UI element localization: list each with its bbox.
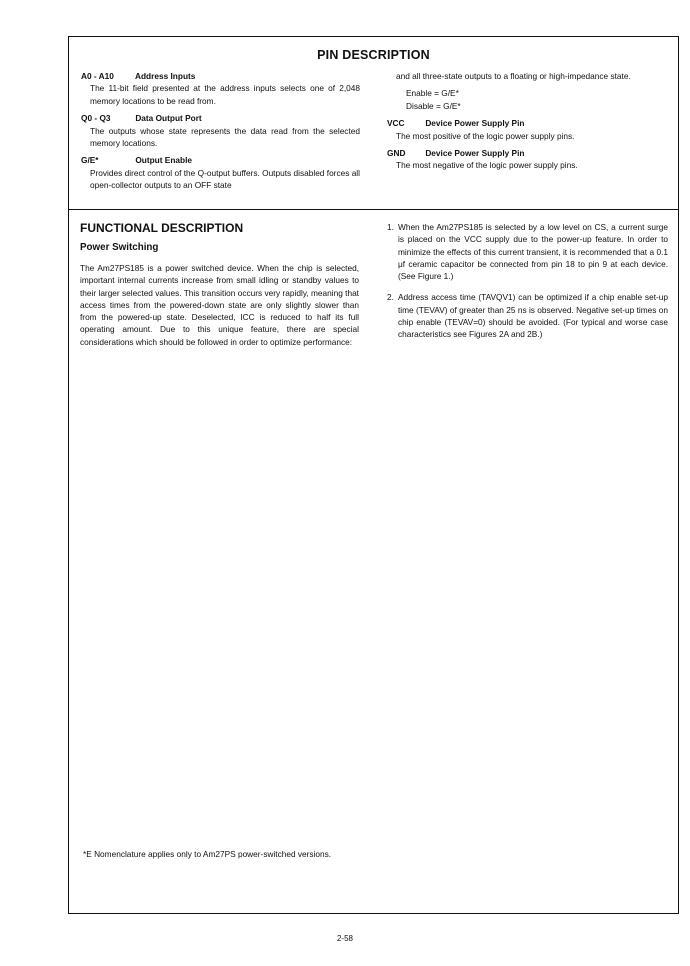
pin-vcc-desc: Device Power Supply Pin bbox=[425, 118, 525, 129]
pin-q-desc: Data Output Port bbox=[135, 113, 202, 124]
note-2-number: 2. bbox=[387, 292, 394, 303]
pin-ge-body: Provides direct control of the Q-output buffers. Outputs disabled forces all open-collector outputs to an OFF state bbox=[90, 167, 360, 191]
pin-q-body: The outputs whose state represents the data read from the selected memory locations. bbox=[90, 125, 360, 149]
pin-description-title: PIN DESCRIPTION bbox=[317, 48, 430, 62]
page-frame bbox=[68, 36, 679, 914]
pin-a-name: A0 - A10 bbox=[81, 71, 114, 81]
pin-gnd-body: The most negative of the logic power supply pins. bbox=[396, 160, 578, 171]
functional-description-title: FUNCTIONAL DESCRIPTION bbox=[80, 221, 244, 235]
note-1-number: 1. bbox=[387, 222, 394, 232]
pin-description-left-column bbox=[81, 70, 360, 192]
ge-continuation: and all three-state outputs to a floating or high-impedance state. bbox=[396, 71, 631, 81]
pin-q-name: Q0 - Q3 bbox=[81, 113, 111, 124]
power-switching-subtitle: Power Switching bbox=[80, 242, 159, 253]
pin-ge-heading bbox=[81, 154, 360, 166]
note-2 bbox=[387, 291, 668, 340]
notes-list bbox=[387, 221, 668, 350]
note-1-text: When the Am27PS185 is selected by a low level on CS, a current surge is placed on the VCC supply due to the power-up feature. In order to minimize the effects of this current transient, it is recommended that a 0.1 μf ceramic capacitor be connected from pin 18 to pin 9 at each device. (See Figure 1.) bbox=[398, 222, 668, 282]
pin-a-body: The 11-bit field presented at the address inputs selects one of 2,048 memory locations to be read from. bbox=[90, 83, 360, 106]
pin-gnd-heading bbox=[387, 147, 669, 159]
pin-ge-name: G/E* bbox=[81, 155, 99, 166]
note-2-text: Address access time (TAVQV1) can be optimized if a chip enable set-up time (TEVAV) of greater than 25 ns is observed. Negative set-up times on chip enable (TEVAV=0) should be avoided. (For typical and worse case characteristics see Figures 2A and 2B.) bbox=[398, 292, 668, 340]
enable-formula: Enable = G/E* bbox=[406, 88, 459, 99]
page-number: 2-58 bbox=[336, 934, 353, 943]
power-switching-body: The Am27PS185 is a power switched device. When the chip is selected, important internal currents increase from small idling or standby values to their larger selected values. This transition occurs very rapidly, meaning that access times from the powered-down state are only slightly slower than from the powered-up state. Deselected, ICC is reduced to half its full operating amount. Due to this unique feature, there are special considerations which should be followed in order to optimize performance: bbox=[80, 263, 359, 347]
pin-gnd-desc: Device Power Supply Pin bbox=[425, 148, 525, 159]
pin-description-right-column bbox=[387, 70, 669, 172]
pin-q-heading bbox=[81, 112, 360, 124]
note-1 bbox=[387, 221, 668, 282]
pin-a-heading bbox=[81, 70, 360, 82]
pin-gnd-name: GND bbox=[387, 148, 406, 159]
pin-vcc-heading bbox=[387, 117, 669, 129]
disable-formula: Disable = G/E* bbox=[406, 100, 461, 111]
pin-a-desc: Address Inputs bbox=[135, 71, 196, 81]
pin-vcc-body: The most positive of the logic power supply pins. bbox=[396, 130, 575, 141]
pin-vcc-name: VCC bbox=[387, 118, 405, 129]
section-divider bbox=[69, 209, 678, 210]
pin-ge-desc: Output Enable bbox=[135, 155, 193, 166]
footnote: *E Nomenclature applies only to Am27PS power-switched versions. bbox=[83, 849, 332, 859]
